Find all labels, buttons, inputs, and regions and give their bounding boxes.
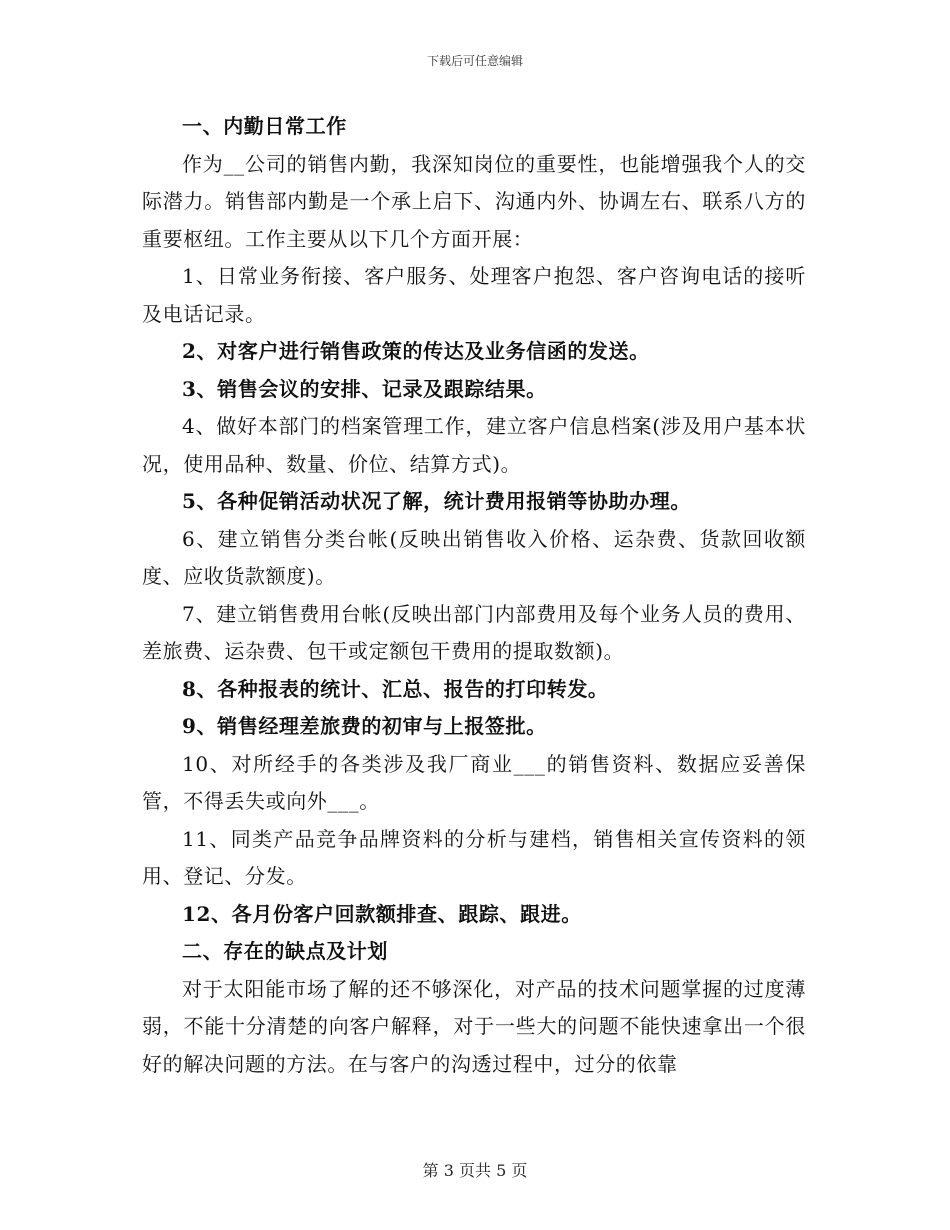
page-number: 第 3 页共 5 页 <box>422 1161 528 1180</box>
document-body <box>142 108 806 1083</box>
page-header: 下载后可任意编辑 <box>426 54 523 68</box>
list-item-9: 9、销售经理差旅费的初审与上报签批。 <box>182 714 547 738</box>
list-item-11: 11、同类产品竞争品牌资料的分析与建档，销售相关宣传资料的领用、登记、分发。 <box>142 826 806 888</box>
list-item-7: 7、建立销售费用台帐(反映出部门内部费用及每个业务人员的费用、差旅费、运杂费、包干或定额包干费用的提取数额)。 <box>142 601 806 663</box>
list-item-1: 1、日常业务衔接、客户服务、处理客户抱怨、客户咨询电话的接听及电话记录。 <box>142 264 806 326</box>
list-item-2: 2、对客户进行销售政策的传达及业务信函的发送。 <box>182 339 650 363</box>
section-heading-shortcomings: 二、存在的缺点及计划 <box>182 939 388 963</box>
section-heading-daily-work: 一、内勤日常工作 <box>182 114 347 138</box>
list-item-3: 3、销售会议的安排、记录及跟踪结果。 <box>182 376 547 401</box>
paragraph-intro: 作为__公司的销售内勤，我深知岗位的重要性，也能增强我个人的交际潜力。销售部内勤是一个承上启下、沟通内外、协调左右、联系八方的重要枢纽。工作主要从以下几个方面开展： <box>142 151 806 251</box>
list-item-12: 12、各月份客户回款额排查、跟踪、跟进。 <box>182 901 582 926</box>
paragraph-shortcomings: 对于太阳能市场了解的还不够深化，对产品的技术问题掌握的过度薄弱，不能十分清楚的向客户解释，对于一些大的问题不能快速拿出一个很好的解决问题的方法。在与客户的沟透过程中，过分的依靠 <box>142 976 806 1076</box>
list-item-8: 8、各种报表的统计、汇总、报告的打印转发。 <box>182 676 609 701</box>
list-item-4: 4、做好本部门的档案管理工作，建立客户信息档案(涉及用户基本状况，使用品种、数量、价位、结算方式)。 <box>142 414 806 476</box>
list-item-5: 5、各种促销活动状况了解，统计费用报销等协助办理。 <box>182 489 691 513</box>
list-item-6: 6、建立销售分类台帐(反映出销售收入价格、运杂费、货款回收额度、应收货款额度)。 <box>142 526 806 588</box>
list-item-10: 10、对所经手的各类涉及我厂商业___的销售资料、数据应妥善保管，不得丢失或向外___。 <box>142 751 806 813</box>
